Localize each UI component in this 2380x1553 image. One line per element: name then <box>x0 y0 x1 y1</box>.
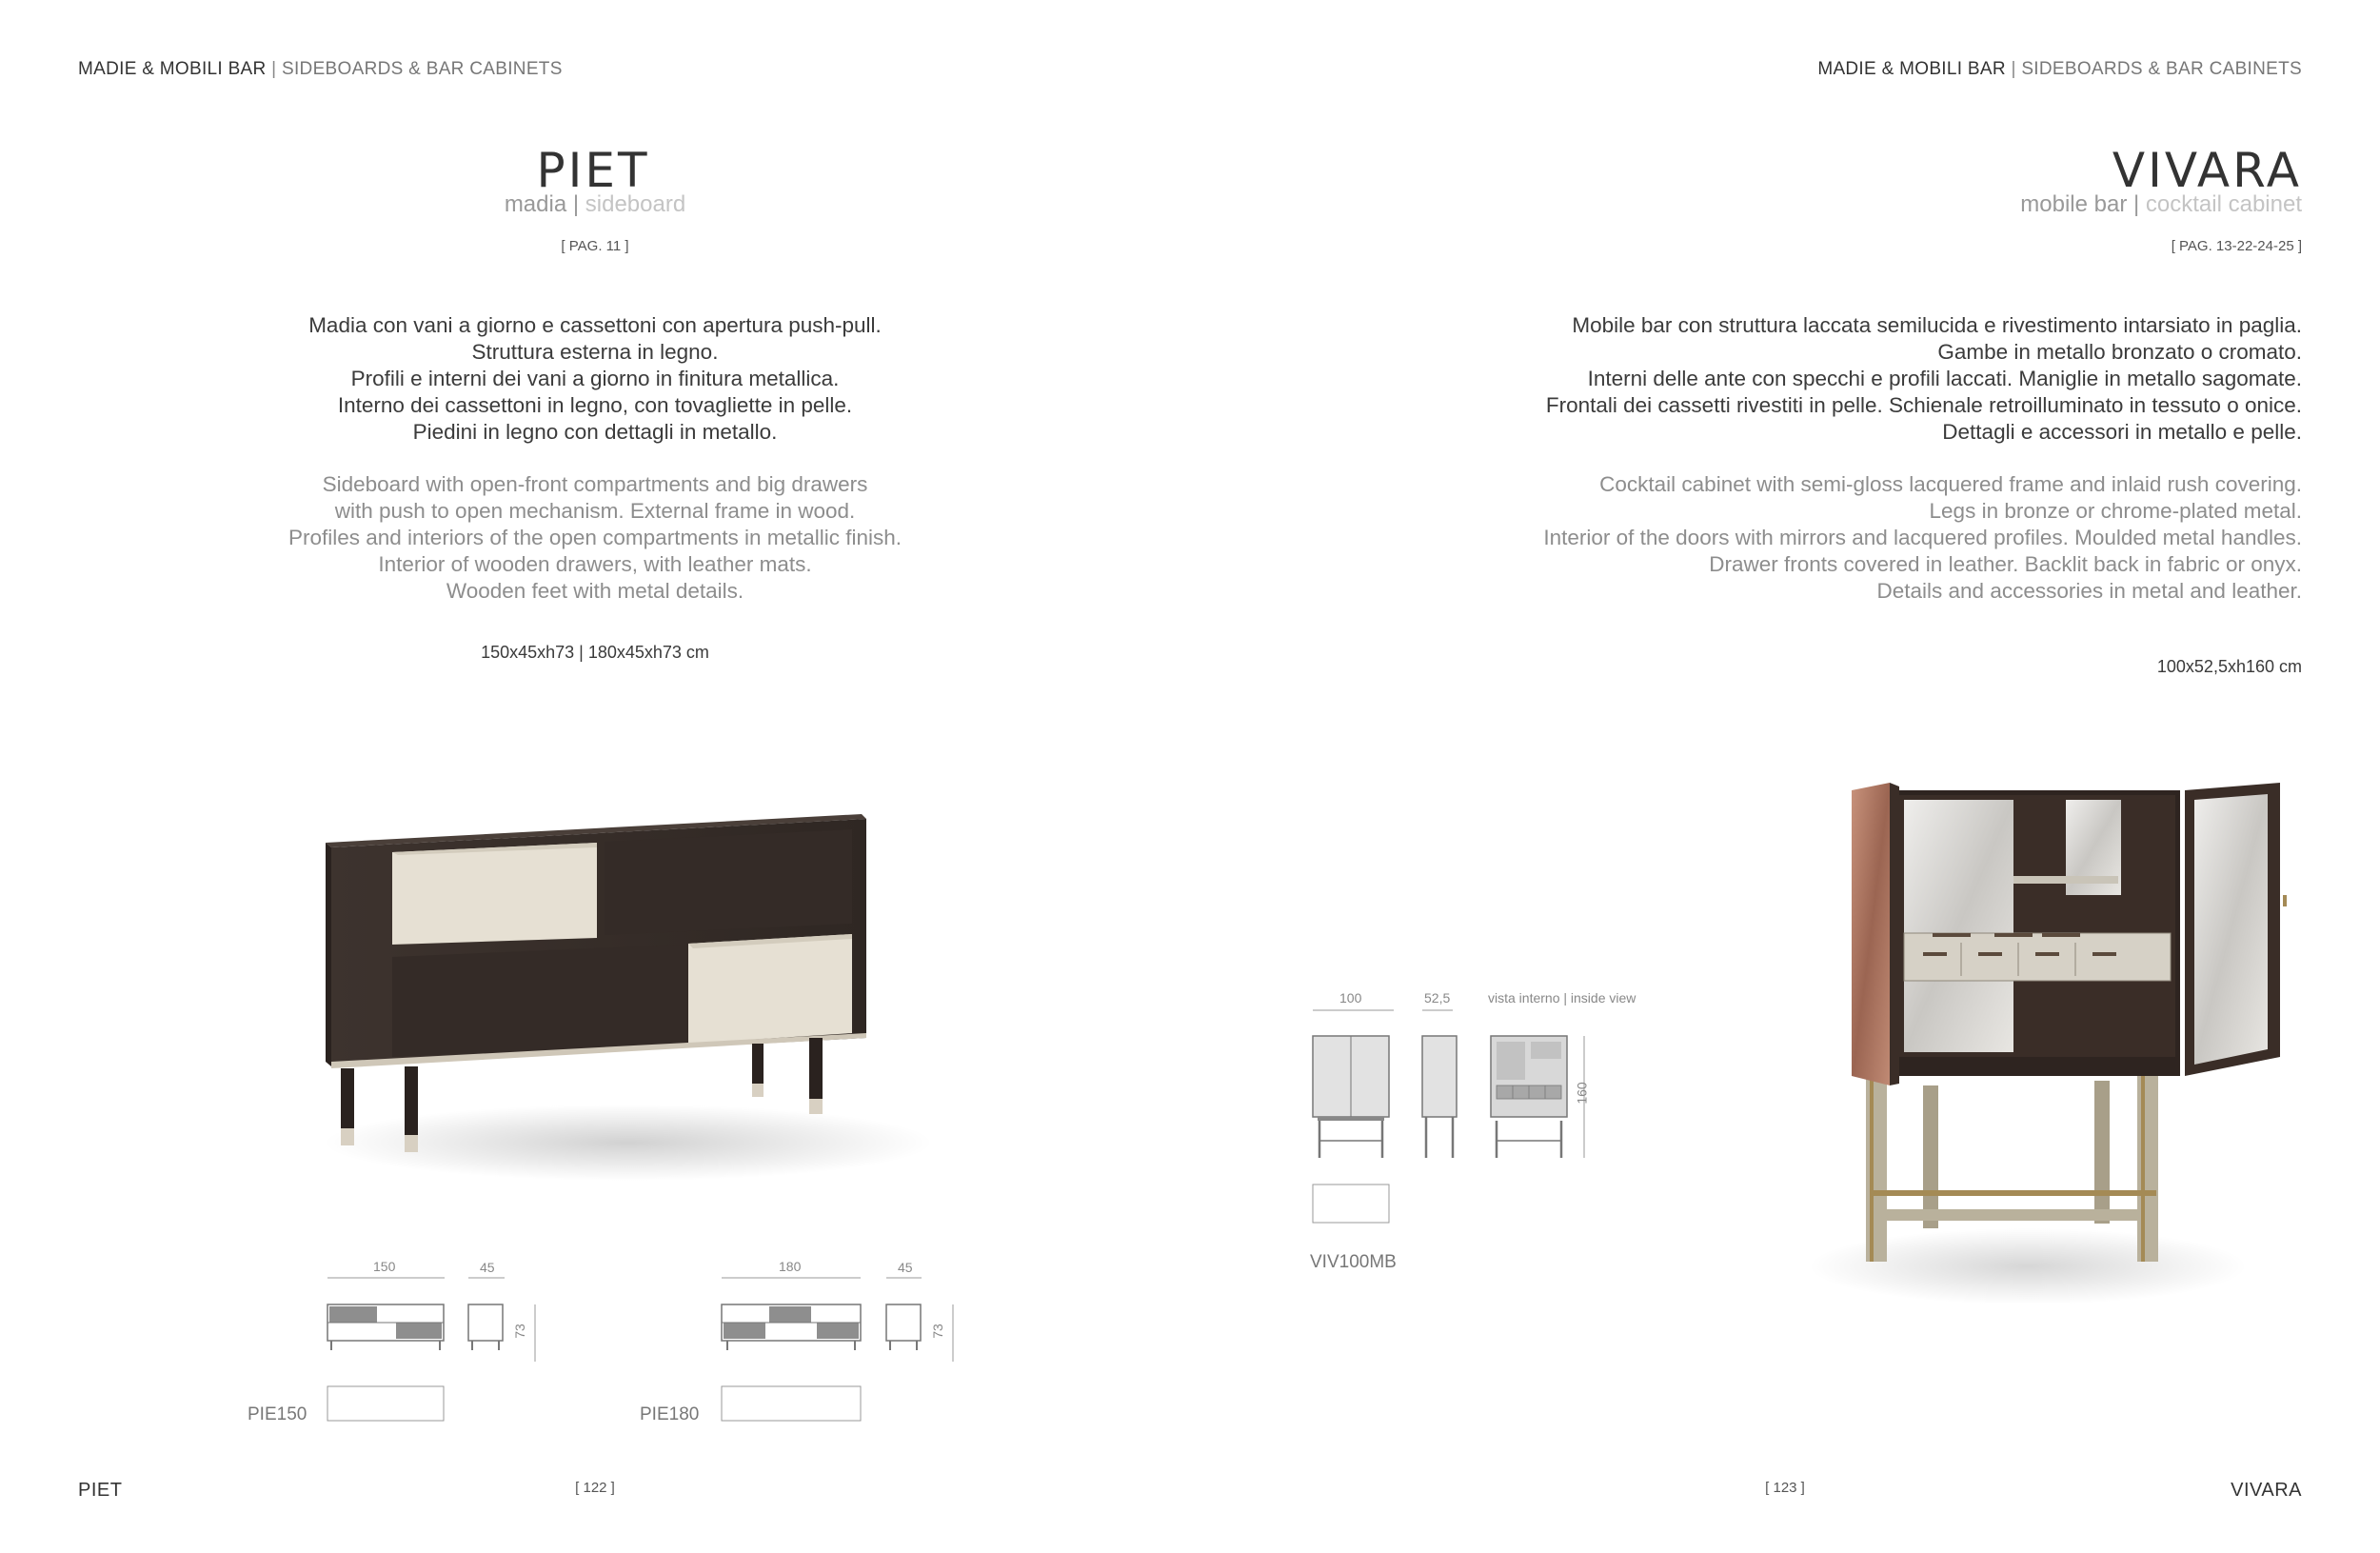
inside-view-label: vista interno | inside view <box>1488 990 1636 1005</box>
description-line: Interior of the doors with mirrors and lacquered profiles. Moulded metal handles. <box>1543 526 2302 549</box>
depth-label: 45 <box>480 1260 495 1275</box>
depth-label: 45 <box>898 1260 913 1275</box>
viv100mb-technical-drawing <box>1310 1007 1557 1236</box>
width-label: 100 <box>1339 990 1362 1005</box>
width-label: 150 <box>373 1259 396 1274</box>
description-line: Gambe in metallo bronzato o cromato. <box>1937 340 2302 364</box>
description-line: Struttura esterna in legno. <box>471 340 719 364</box>
subtitle-italian: mobile bar <box>2020 191 2128 217</box>
header-english: SIDEBOARDS & BAR CABINETS <box>2021 59 2302 79</box>
description-line: Profiles and interiors of the open compartments in metallic finish. <box>288 526 902 549</box>
product-subtitle <box>2020 191 2302 218</box>
description-line: Piedini in legno con dettagli in metallo. <box>412 420 778 444</box>
section-header <box>78 59 563 80</box>
right-page <box>1190 0 2380 1553</box>
page-number: [ 122 ] <box>575 1480 615 1496</box>
description-italian <box>0 312 1190 446</box>
vivara-cabinet-image <box>1809 771 2342 1304</box>
subtitle-separator: | <box>572 191 580 217</box>
section-header <box>1817 59 2302 80</box>
width-label: 180 <box>779 1259 802 1274</box>
page-number: [ 123 ] <box>1765 1480 1805 1496</box>
header-english: SIDEBOARDS & BAR CABINETS <box>282 59 563 79</box>
description-line: Interior of wooden drawers, with leather mats. <box>378 552 812 576</box>
pie180-technical-drawing <box>720 1274 967 1426</box>
description-english <box>1255 471 2302 605</box>
subtitle-italian: madia <box>504 191 567 217</box>
piet-sideboard-image <box>314 800 981 1181</box>
page-reference: [ PAG. 13-22-24-25 ] <box>2171 238 2302 254</box>
product-code: VIV100MB <box>1310 1252 1397 1272</box>
header-separator: | <box>271 59 277 79</box>
product-title <box>0 143 1190 198</box>
pie150-technical-drawing <box>324 1274 552 1426</box>
header-italian: MADIE & MOBILI BAR <box>78 59 267 79</box>
description-line: with push to open mechanism. External frame in wood. <box>334 499 856 523</box>
description-italian <box>1255 312 2302 446</box>
description-line: Frontali dei cassetti rivestiti in pelle. Schienale retroilluminato in tessuto o onice. <box>1545 393 2302 417</box>
description-line: Profili e interni dei vani a giorno in finitura metallica. <box>350 367 840 390</box>
product-title: VIVARA <box>2112 143 2302 198</box>
description-line: Details and accessories in metal and leather. <box>1876 579 2302 603</box>
description-line: Interni delle ante con specchi e profili laccati. Maniglie in metallo sagomate. <box>1587 367 2302 390</box>
product-title-text: PIET <box>536 143 650 198</box>
subtitle-separator: | <box>2133 191 2140 217</box>
depth-label: 52,5 <box>1424 990 1451 1005</box>
page-reference: [ PAG. 11 ] <box>561 238 629 254</box>
height-label: 160 <box>1574 1082 1590 1105</box>
subtitle-english: cocktail cabinet <box>2145 191 2302 217</box>
description-line: Interno dei cassettoni in legno, con tovagliette in pelle. <box>337 393 853 417</box>
header-separator: | <box>2011 59 2016 79</box>
product-code: PIE180 <box>640 1404 700 1424</box>
product-code: PIE150 <box>248 1404 307 1424</box>
description-line: Cocktail cabinet with semi-gloss lacquered frame and inlaid rush covering. <box>1599 472 2302 496</box>
height-label: 73 <box>929 1324 945 1339</box>
description-line: Sideboard with open-front compartments and big drawers <box>322 472 868 496</box>
dimensions: 100x52,5xh160 cm <box>2156 657 2302 676</box>
description-line: Mobile bar con struttura laccata semilucida e rivestimento intarsiato in paglia. <box>1572 313 2302 337</box>
footer-product-name: PIET <box>78 1480 123 1501</box>
description-english <box>0 471 1190 605</box>
dimensions: 150x45xh73 | 180x45xh73 cm <box>481 643 709 662</box>
description-line: Wooden feet with metal details. <box>446 579 744 603</box>
description-line: Madia con vani a giorno e cassettoni con apertura push-pull. <box>308 313 882 337</box>
footer-product-name: VIVARA <box>2231 1480 2302 1501</box>
subtitle-english: sideboard <box>585 191 686 217</box>
description-line: Legs in bronze or chrome-plated metal. <box>1929 499 2302 523</box>
height-label: 73 <box>511 1324 527 1339</box>
header-italian: MADIE & MOBILI BAR <box>1817 59 2006 79</box>
description-line: Dettagli e accessori in metallo e pelle. <box>1942 420 2302 444</box>
product-subtitle <box>0 191 1190 218</box>
description-line: Drawer fronts covered in leather. Backlit back in fabric or onyx. <box>1709 552 2302 576</box>
